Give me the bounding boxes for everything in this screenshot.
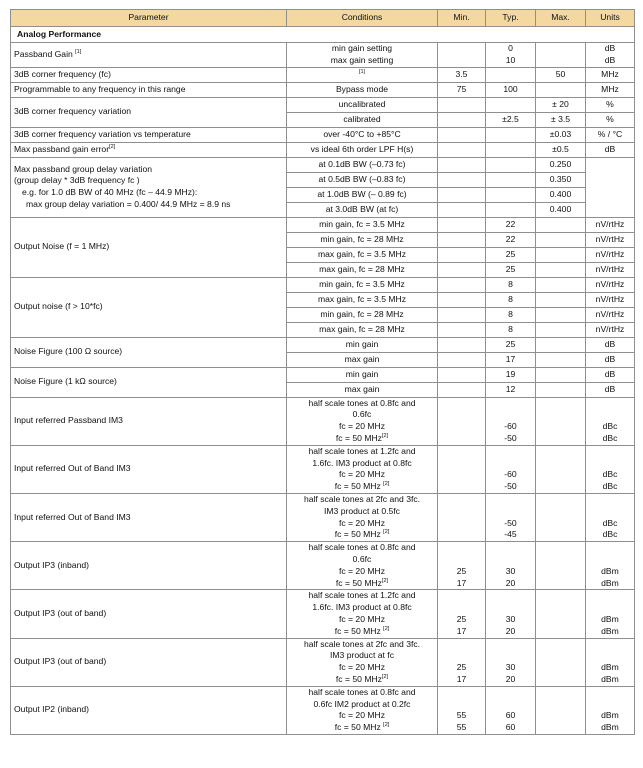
max-cell: 0.250 xyxy=(536,157,586,172)
min-cell xyxy=(438,142,486,157)
parameter-cell: Input referred Passband IM3 xyxy=(11,397,287,445)
table-row xyxy=(11,445,635,493)
parameter-cell: Noise Figure (1 kΩ source) xyxy=(11,367,287,397)
units-cell: % xyxy=(586,97,635,112)
units-cell: dB xyxy=(586,382,635,397)
units-cell: MHz xyxy=(586,67,635,82)
units-cell: dBm dBm xyxy=(586,686,635,734)
min-cell xyxy=(438,352,486,367)
conditions-cell: at 1.0dB BW (– 0.89 fc) xyxy=(287,187,438,202)
max-cell: 0.400 xyxy=(536,187,586,202)
parameter-cell: Input referred Out of Band IM3 xyxy=(11,493,287,541)
conditions-cell: at 3.0dB BW (at fc) xyxy=(287,202,438,217)
conditions-cell: max gain xyxy=(287,382,438,397)
min-cell xyxy=(438,172,486,187)
conditions-cell: max gain, fc = 3.5 MHz xyxy=(287,292,438,307)
parameter-cell: Max passband gain error[2] xyxy=(11,142,287,157)
typ-cell xyxy=(486,202,536,217)
max-cell xyxy=(536,686,586,734)
conditions-cell: uncalibrated xyxy=(287,97,438,112)
parameter-cell: Output IP2 (inband) xyxy=(11,686,287,734)
typ-cell: 19 xyxy=(486,367,536,382)
max-cell xyxy=(536,397,586,445)
min-cell xyxy=(438,445,486,493)
max-cell xyxy=(536,82,586,97)
section-row xyxy=(11,27,635,43)
conditions-cell: half scale tones at 1.2fc and 1.6fc. IM3 product at 0.8fc fc = 20 MHz fc = 50 MHz [2] xyxy=(287,590,438,638)
parameter-cell: Output IP3 (inband) xyxy=(11,542,287,590)
typ-cell: 30 20 xyxy=(486,542,536,590)
typ-cell: 30 20 xyxy=(486,590,536,638)
conditions-cell: over -40°C to +85°C xyxy=(287,127,438,142)
max-cell: ± 20 xyxy=(536,97,586,112)
conditions-cell: at 0.1dB BW (–0.73 fc) xyxy=(287,157,438,172)
units-cell: dBm dBm xyxy=(586,542,635,590)
units-cell: nV/rtHz xyxy=(586,292,635,307)
units-cell: nV/rtHz xyxy=(586,217,635,232)
units-cell: % / °C xyxy=(586,127,635,142)
table-row xyxy=(11,590,635,638)
conditions-cell: Bypass mode xyxy=(287,82,438,97)
table-row xyxy=(11,43,635,68)
conditions-cell: [1] xyxy=(287,67,438,82)
conditions-cell: min gain, fc = 28 MHz xyxy=(287,232,438,247)
units-cell: nV/rtHz xyxy=(586,322,635,337)
conditions-cell: half scale tones at 0.8fc and 0.6fc fc = 20 MHz fc = 50 MHz[2] xyxy=(287,397,438,445)
conditions-cell: min gain xyxy=(287,367,438,382)
min-cell: 25 17 xyxy=(438,638,486,686)
units-cell: nV/rtHz xyxy=(586,307,635,322)
typ-cell: 60 60 xyxy=(486,686,536,734)
table-row xyxy=(11,277,635,292)
max-cell: 0.400 xyxy=(536,202,586,217)
typ-cell xyxy=(486,187,536,202)
typ-cell: 25 xyxy=(486,247,536,262)
table-row xyxy=(11,337,635,352)
typ-cell xyxy=(486,172,536,187)
conditions-cell: half scale tones at 0.8fc and 0.6fc fc = 20 MHz fc = 50 MHz[2] xyxy=(287,542,438,590)
max-cell xyxy=(536,292,586,307)
min-cell: 25 17 xyxy=(438,542,486,590)
table-row xyxy=(11,686,635,734)
typ-cell: 22 xyxy=(486,217,536,232)
parameter-cell: 3dB corner frequency variation vs temperature xyxy=(11,127,287,142)
typ-cell: 17 xyxy=(486,352,536,367)
max-cell xyxy=(536,217,586,232)
table-row xyxy=(11,493,635,541)
min-cell xyxy=(438,397,486,445)
typ-cell xyxy=(486,142,536,157)
header-units: Units xyxy=(586,10,635,27)
max-cell xyxy=(536,337,586,352)
min-cell xyxy=(438,247,486,262)
units-cell: dB dB xyxy=(586,43,635,68)
typ-cell: 8 xyxy=(486,322,536,337)
table-row xyxy=(11,397,635,445)
table-row xyxy=(11,142,635,157)
units-cell xyxy=(586,157,635,217)
min-cell xyxy=(438,307,486,322)
table-row xyxy=(11,82,635,97)
typ-cell: 22 xyxy=(486,232,536,247)
units-cell: dBm dBm xyxy=(586,590,635,638)
parameter-cell: 3dB corner frequency variation xyxy=(11,97,287,127)
max-cell: ± 3.5 xyxy=(536,112,586,127)
typ-cell: 30 20 xyxy=(486,638,536,686)
max-cell xyxy=(536,262,586,277)
typ-cell xyxy=(486,97,536,112)
conditions-cell: min gain, fc = 3.5 MHz xyxy=(287,277,438,292)
typ-cell: 8 xyxy=(486,277,536,292)
max-cell xyxy=(536,247,586,262)
section-title: Analog Performance xyxy=(11,27,635,43)
units-cell: dB xyxy=(586,142,635,157)
min-cell: 3.5 xyxy=(438,67,486,82)
parameter-cell: Output IP3 (out of band) xyxy=(11,590,287,638)
min-cell xyxy=(438,202,486,217)
units-cell: dBc dBc xyxy=(586,397,635,445)
units-cell: MHz xyxy=(586,82,635,97)
min-cell: 75 xyxy=(438,82,486,97)
max-cell xyxy=(536,232,586,247)
conditions-cell: max gain, fc = 28 MHz xyxy=(287,262,438,277)
conditions-cell: half scale tones at 2fc and 3fc. IM3 product at fc fc = 20 MHz fc = 50 MHz[2] xyxy=(287,638,438,686)
table-row xyxy=(11,638,635,686)
max-cell xyxy=(536,322,586,337)
units-cell: nV/rtHz xyxy=(586,277,635,292)
max-cell xyxy=(536,445,586,493)
max-cell xyxy=(536,542,586,590)
conditions-cell: half scale tones at 1.2fc and 1.6fc. IM3 product at 0.8fc fc = 20 MHz fc = 50 MHz [2] xyxy=(287,445,438,493)
table-row xyxy=(11,217,635,232)
table-row xyxy=(11,367,635,382)
min-cell xyxy=(438,43,486,68)
typ-cell: 0 10 xyxy=(486,43,536,68)
conditions-cell: vs ideal 6th order LPF H(s) xyxy=(287,142,438,157)
parameter-cell: 3dB corner frequency (fc) xyxy=(11,67,287,82)
typ-cell: -60 -50 xyxy=(486,397,536,445)
typ-cell: ±2.5 xyxy=(486,112,536,127)
header-min: Min. xyxy=(438,10,486,27)
min-cell xyxy=(438,382,486,397)
min-cell xyxy=(438,217,486,232)
conditions-cell: half scale tones at 0.8fc and 0.6fc IM2 product at 0.2fc fc = 20 MHz fc = 50 MHz [2] xyxy=(287,686,438,734)
parameter-cell: Max passband group delay variation (group delay * 3dB frequency fc ) e.g. for 1.0 dB BW of 40 MHz (fc – 44.9 MHz): max group delay variation = 0.400/ 44.9 MHz = 8.9 ns xyxy=(11,157,287,217)
table-row xyxy=(11,542,635,590)
typ-cell xyxy=(486,127,536,142)
max-cell xyxy=(536,382,586,397)
parameter-cell: Passband Gain [1] xyxy=(11,43,287,68)
conditions-cell: min gain setting max gain setting xyxy=(287,43,438,68)
spec-table xyxy=(10,9,635,735)
min-cell xyxy=(438,367,486,382)
typ-cell: 12 xyxy=(486,382,536,397)
min-cell xyxy=(438,97,486,112)
units-cell: nV/rtHz xyxy=(586,247,635,262)
max-cell xyxy=(536,493,586,541)
table-row xyxy=(11,97,635,112)
max-cell: 50 xyxy=(536,67,586,82)
typ-cell: 100 xyxy=(486,82,536,97)
table-row xyxy=(11,67,635,82)
min-cell xyxy=(438,157,486,172)
min-cell xyxy=(438,232,486,247)
min-cell xyxy=(438,493,486,541)
conditions-cell: min gain, fc = 28 MHz xyxy=(287,307,438,322)
max-cell xyxy=(536,307,586,322)
parameter-cell: Output noise (f > 10*fc) xyxy=(11,277,287,337)
min-cell xyxy=(438,277,486,292)
typ-cell xyxy=(486,67,536,82)
conditions-cell: half scale tones at 2fc and 3fc. IM3 product at 0.5fc fc = 20 MHz fc = 50 MHz [2] xyxy=(287,493,438,541)
header-row xyxy=(11,10,635,27)
typ-cell xyxy=(486,157,536,172)
conditions-cell: min gain xyxy=(287,337,438,352)
min-cell xyxy=(438,187,486,202)
units-cell: dBc dBc xyxy=(586,493,635,541)
units-cell: dBm dBm xyxy=(586,638,635,686)
typ-cell: 8 xyxy=(486,307,536,322)
header-parameter: Parameter xyxy=(11,10,287,27)
conditions-cell: at 0.5dB BW (–0.83 fc) xyxy=(287,172,438,187)
min-cell: 55 55 xyxy=(438,686,486,734)
max-cell: 0.350 xyxy=(536,172,586,187)
min-cell xyxy=(438,127,486,142)
conditions-cell: max gain xyxy=(287,352,438,367)
parameter-cell: Output Noise (f = 1 MHz) xyxy=(11,217,287,277)
parameter-cell: Noise Figure (100 Ω source) xyxy=(11,337,287,367)
max-cell xyxy=(536,277,586,292)
units-cell: dBc dBc xyxy=(586,445,635,493)
conditions-cell: max gain, fc = 28 MHz xyxy=(287,322,438,337)
min-cell xyxy=(438,292,486,307)
conditions-cell: calibrated xyxy=(287,112,438,127)
typ-cell: 25 xyxy=(486,262,536,277)
header-typ: Typ. xyxy=(486,10,536,27)
units-cell: nV/rtHz xyxy=(586,262,635,277)
max-cell: ±0.03 xyxy=(536,127,586,142)
max-cell: ±0.5 xyxy=(536,142,586,157)
parameter-cell: Input referred Out of Band IM3 xyxy=(11,445,287,493)
min-cell xyxy=(438,112,486,127)
units-cell: % xyxy=(586,112,635,127)
min-cell xyxy=(438,337,486,352)
max-cell xyxy=(536,43,586,68)
typ-cell: -50 -45 xyxy=(486,493,536,541)
max-cell xyxy=(536,352,586,367)
units-cell: dB xyxy=(586,352,635,367)
units-cell: nV/rtHz xyxy=(586,232,635,247)
max-cell xyxy=(536,638,586,686)
typ-cell: 25 xyxy=(486,337,536,352)
min-cell xyxy=(438,262,486,277)
units-cell: dB xyxy=(586,367,635,382)
header-max: Max. xyxy=(536,10,586,27)
table-row xyxy=(11,127,635,142)
conditions-cell: min gain, fc = 3.5 MHz xyxy=(287,217,438,232)
parameter-cell: Output IP3 (out of band) xyxy=(11,638,287,686)
parameter-cell: Programmable to any frequency in this range xyxy=(11,82,287,97)
max-cell xyxy=(536,367,586,382)
typ-cell: 8 xyxy=(486,292,536,307)
header-conditions: Conditions xyxy=(287,10,438,27)
typ-cell: -60 -50 xyxy=(486,445,536,493)
table-row xyxy=(11,157,635,172)
conditions-cell: max gain, fc = 3.5 MHz xyxy=(287,247,438,262)
max-cell xyxy=(536,590,586,638)
units-cell: dB xyxy=(586,337,635,352)
min-cell: 25 17 xyxy=(438,590,486,638)
min-cell xyxy=(438,322,486,337)
